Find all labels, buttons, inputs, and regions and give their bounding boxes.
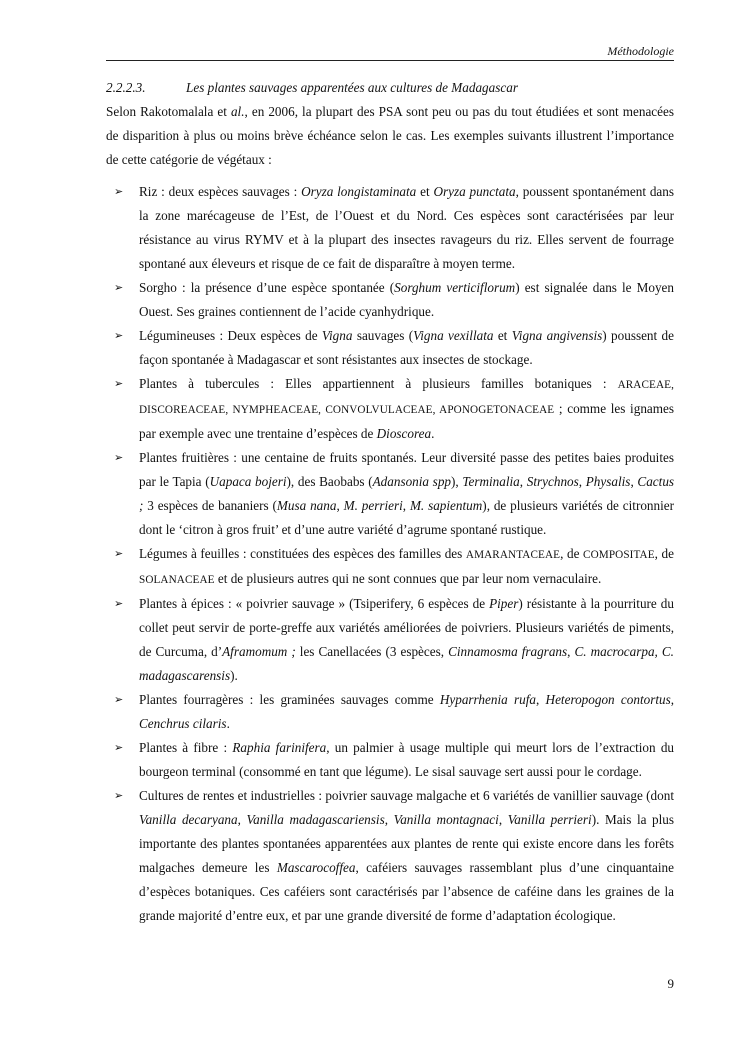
text-span-italic: Vigna vexillata [413,328,494,343]
text-span: Légumes à feuilles : constituées des espèces des familles des [139,546,466,561]
text-span: Plantes fruitières : une centaine de fruits spontanés. Leur diversité passe des petites baies produites par le Tapia ( [139,450,674,489]
intro-text: , en 2006, la plupart des PSA sont peu ou pas du tout étudiées et sont menacées de disparition à plus ou moins brève échéance selon le cas. Les exemples suivants illustrent l’importance de cette catégorie de végétaux : [106,104,675,167]
text-span: , [535,692,546,707]
text-span: Plantes à tubercules : Elles appartiennent à plusieurs familles botaniques : [139,376,618,391]
running-header: Méthodologie [607,44,674,58]
text-span-italic: Cactus ; [139,474,675,513]
arrow-bullet-icon: ➢ [114,282,124,294]
text-span: Plantes à épices : « poivrier sauvage » (Tsiperifery, 6 espèces de [139,596,490,611]
text-span-italic: Heteropogon contortus [545,692,671,707]
text-span: ), [451,474,463,489]
intro-text-italic: al. [230,104,245,119]
arrow-bullet-icon: ➢ [114,742,124,754]
text-span: Sorgho : la présence d’une espèce spontanée ( [139,280,395,295]
text-span: , [498,812,508,827]
text-span: , [237,812,247,827]
text-span-italic: Oryza longistaminata [301,184,417,199]
text-span-italic: Cinnamosma fragrans [448,644,568,659]
text-span-italic: Vanilla perrieri [507,812,592,827]
list-item-riz [106,180,674,276]
text-span-italic: Physalis [585,474,631,489]
text-span: Plantes à fibre : [139,740,233,755]
text-span-italic: M. sapientum [409,498,483,513]
text-span: , de [560,546,584,561]
text-span: , [670,692,675,707]
text-span-italic: Aframomum ; [222,644,296,659]
list-item-epices [106,592,674,688]
plant-category-list [106,180,674,928]
text-span: . [431,426,435,441]
list-item-fourrageres [106,688,674,736]
list-item-rentes-industrielles [106,784,674,928]
text-span: ), de plusieurs variétés de citronnier dont le ‘citron à gros fruit’ et d’une autre variété d’agrume spontané rustique. [139,498,675,537]
text-span-italic: Dioscorea [376,426,432,441]
list-item-fruitieres [106,446,674,542]
list-item-sorgho [106,276,674,324]
arrow-bullet-icon: ➢ [114,452,124,464]
text-span: ). [230,668,238,683]
text-span: , [336,498,344,513]
text-span: ; comme les ignames par exemple avec une trentaine d’espèces de [139,401,675,441]
arrow-bullet-icon: ➢ [114,330,124,342]
arrow-bullet-icon: ➢ [114,598,124,610]
text-span: Légumineuses : Deux espèces de [139,328,322,343]
text-span-italic: Vanilla montagnaci [393,812,499,827]
text-span: ) résistante à la pourriture du collet peut servir de porte-greffe aux variétés améliorées de poivriers. Plusieurs variétés de piments, de Curcuma, d’ [139,596,674,659]
text-span-italic: Strychnos [526,474,579,489]
section-number: 2.2.2.3. [106,80,146,95]
text-span: , de [654,546,674,561]
text-span: , [630,474,638,489]
text-span: ARACEAE, DISCOREACEAE, NYMPHEACEAE, CONVOLVULACEAE, APONOGETONACEAE [139,379,674,416]
text-span-italic: C. macrocarpa, C. madagascarensis [139,644,674,683]
section-title: Les plantes sauvages apparentées aux cultures de Madagascar [186,80,518,95]
header-rule [106,60,674,61]
text-span: , poussent spontanément dans la zone marécageuse de l’Est, de l’Ouest et du Nord. Ces espèces sont caractérisées par leur résistance au virus RYMV et à la plupart des insectes ravageurs du riz. Elles servent de fourrage spontané aux éleveurs et risque de ce fait de disparaître à moyen terme. [139,184,674,271]
text-span-italic: Vigna angivensis [511,328,603,343]
text-span: ). Mais la plus importante des plantes spontanées apparentées aux plantes de rente qui existe encore dans les forêts malgaches demeure les [139,812,675,875]
text-span-italic: Musa nana [276,498,337,513]
text-span-italic: Mascarocoffea [276,860,356,875]
text-span: et de plusieurs autres qui ne sont connues que par leur nom vernaculaire. [214,571,602,586]
arrow-bullet-icon: ➢ [114,548,124,560]
text-span: . [226,716,230,731]
text-span: sauvages ( [352,328,414,343]
text-span-italic: Cenchrus cilaris [139,716,227,731]
text-span-italic: M. perrieri [343,498,403,513]
text-span: , [519,474,527,489]
text-span: SOLANACEAE [139,574,215,586]
text-span-italic: Piper [489,596,519,611]
list-item-fibre [106,736,674,784]
text-span-italic: Vanilla madagascariensis [246,812,385,827]
text-span-italic: Sorghum verticiflorum [394,280,516,295]
text-span-italic: Adansonia spp [372,474,452,489]
text-span-italic: Hyparrhenia rufa [439,692,536,707]
text-span: , [384,812,394,827]
list-item-legumes-feuilles [106,542,674,592]
page-number: 9 [667,976,674,991]
text-span: ), des Baobabs ( [286,474,373,489]
text-span: et [416,184,434,199]
text-span: , un palmier à usage multiple qui meurt lors de l’extraction du bourgeon terminal (consommé en tant que légume). Le sisal sauvage sert aussi pour le cordage. [139,740,675,779]
intro-paragraph [106,100,674,172]
list-item-legumineuses [106,324,674,372]
text-span: 3 espèces de bananiers ( [143,498,277,513]
list-item-tubercules [106,372,674,446]
text-span-italic: Terminalia [462,474,520,489]
text-span: Plantes fourragères : les graminées sauvages comme [139,692,440,707]
text-span-italic: Uapaca bojeri [209,474,287,489]
arrow-bullet-icon: ➢ [114,378,124,390]
text-span: COMPOSITAE [583,549,655,561]
text-span: les Canellacées (3 espèces, [295,644,449,659]
text-span: Cultures de rentes et industrielles : poivrier sauvage malgache et 6 variétés de vanillier sauvage (dont [139,788,674,803]
intro-text: Selon Rakotomalala et [106,104,231,119]
arrow-bullet-icon: ➢ [114,694,124,706]
text-span-italic: Raphia farinifera [232,740,327,755]
arrow-bullet-icon: ➢ [114,186,124,198]
text-span: , caféiers sauvages rassemblant plus d’une cinquantaine d’espèces botaniques. Ces caféiers sont caractérisés par l’absence de caféine dans les graines de la grande majorité d’entre eux, et par une grande diversité de forme d’adaptation écologique. [139,860,675,923]
text-span: ) est signalée dans le Moyen Ouest. Ses graines contiennent de l’acide cyanhydrique. [139,280,674,319]
text-span-italic: Vanilla decaryana [139,812,238,827]
text-span: Riz : deux espèces sauvages : [139,184,302,199]
text-span: , [567,644,575,659]
text-span-italic: Oryza punctata [433,184,516,199]
text-span: AMARANTACEAE [465,549,561,561]
text-span: ) poussent de façon spontanée à Madagascar et sont résistantes aux insectes de stockage. [139,328,674,367]
text-span: et [493,328,512,343]
text-span: , [578,474,586,489]
text-span-italic: Vigna [321,328,353,343]
section-heading [106,80,674,96]
text-span: , [402,498,410,513]
arrow-bullet-icon: ➢ [114,790,124,802]
